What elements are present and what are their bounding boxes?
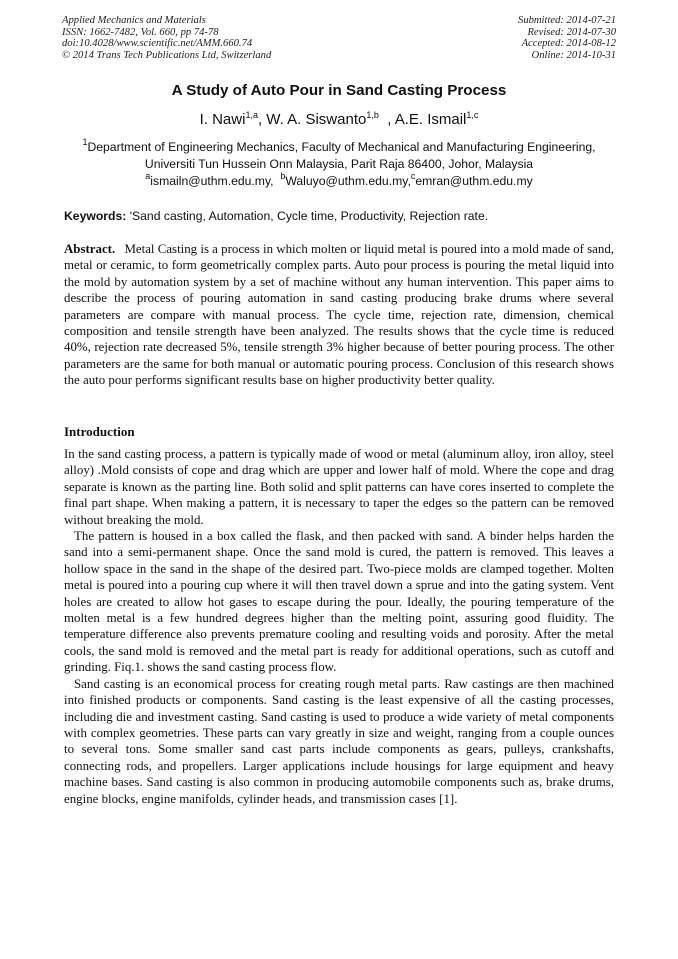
abstract-label: Abstract. (64, 242, 116, 256)
keywords-label: Keywords: (64, 209, 127, 223)
journal-copyright: © 2014 Trans Tech Publications Ltd, Switzerland (62, 49, 272, 61)
section-heading-introduction: Introduction (64, 424, 135, 439)
date-accepted: Accepted: 2014-08-12 (521, 38, 616, 50)
author-separator: , (257, 111, 267, 128)
date-revised: Revised: 2014-07-30 (527, 26, 616, 38)
author-separator: , (378, 111, 395, 128)
journal-name: Applied Mechanics and Materials (62, 15, 206, 26)
author-affil-sup: 1,c (466, 110, 479, 120)
paragraph: The pattern is housed in a box called the flask, and then packed with sand. A binder helps harden the sand into a semi-permanent shape. Once the sand mold is cured, the pattern is removed. This leaves a hollow space in the sand in the shape of the desired part. Two-piece molds are clamped together. Molten metal is poured into a pouring cup where it will then travel down a sprue and into the gating system. Vent holes are created to allow hot gases to escape during the pour. Ideally, the pouring temperature of the molten metal is a few hundred degrees higher than the melting point, assuring good fluidity. The temperature difference also prevents premature cooling and resulting voids and porosity. After the metal cools, the sand mold is removed and the metal part is ready for additional operations, such as cutoff and grinding. Fiq.1. shows the sand casting process flow. (64, 529, 614, 675)
email-link[interactable]: Waluyo@uthm.edu.my (285, 174, 408, 188)
paragraph: Sand casting is an economical process for creating rough metal parts. Raw castings are then machined into finished products or components. Sand casting is the least expensive of all the casting processes, including die and investment casting. Sand casting is used to produce a wide variety of metal components with complex geometries. These parts can vary greatly in size and weight, ranging from a couple ounces to several tons. Some smaller sand cast parts include components as gears, pulleys, crankshafts, connecting rods, and propellers. Larger applications include housings for large equipment and heavy machine bases. Sand casting is also common in producing automobile components such as, brake drums, engine blocks, engine manifolds, cylinder heads, and transmission cases [1]. (64, 676, 614, 806)
author-name: I. Nawi (199, 111, 246, 128)
abstract (64, 241, 614, 389)
submission-dates (518, 15, 616, 61)
date-submitted: Submitted: 2014-07-21 (518, 15, 616, 26)
email-sup: b (280, 171, 286, 181)
author-emails (0, 171, 678, 188)
journal-issn: ISSN: 1662-7482, Vol. 660, pp 74-78 (62, 26, 219, 38)
author-affil-sup: 1,b (366, 110, 379, 120)
email-separator: , (407, 174, 411, 188)
introduction-body (64, 446, 614, 807)
keywords (64, 209, 488, 223)
author-affil-sup: 1,a (245, 110, 258, 120)
email-sup: c (410, 171, 416, 181)
email-link[interactable]: emran@uthm.edu.my (415, 174, 533, 188)
author-list (0, 111, 678, 128)
journal-doi: doi:10.4028/www.scientific.net/AMM.660.74 (62, 38, 253, 50)
paper-title: A Study of Auto Pour in Sand Casting Process (171, 82, 507, 99)
email-sup: a (145, 171, 151, 181)
journal-header (62, 15, 271, 61)
email-separator: , (270, 174, 281, 188)
date-online: Online: 2014-10-31 (531, 49, 616, 61)
affiliation-line-1: Department of Engineering Mechanics, Faculty of Mechanical and Manufacturing Engineering, (87, 140, 596, 154)
email-link[interactable]: ismailn@uthm.edu.my (150, 174, 271, 188)
keywords-text: 'Sand casting, Automation, Cycle time, Productivity, Rejection rate. (126, 209, 489, 223)
affiliation (0, 139, 678, 172)
paragraph: In the sand casting process, a pattern is typically made of wood or metal (aluminum alloy, iron alloy, steel alloy) .Mold consists of cope and drag which are upper and lower half of mold. Where the cope and drag separate is known as the parting line. Both solid and split patterns can have cores inserted to complete the final part shape. When making a pattern, it is necessary to taper the edges so the pattern can be removed without breaking the mold. (64, 447, 614, 527)
affiliation-sup: 1 (82, 137, 88, 147)
abstract-text: Metal Casting is a process in which molten or liquid metal is poured into a mold made of sand, metal or ceramic, to form geometrically complex parts. Auto pour process is pouring the metal liquid into the mold by automation system by a set of machine without any human intervention. This paper aims to describe the process of pouring automation in sand casting producing brake drums where several parameters are compare with manual process. The cycle time, rejection rate, dimension, chemical composition and tensile strength have been analyzed. The results shows that the cycle time is reduced 40%, rejection rate decreased 5%, tensile strength 3% higher because of better pouring process. The other parameters are the same for both manual or automatic pouring process. Conclusion of this research shows the auto pour performs significant results base on higher productivity better quality. (64, 242, 614, 388)
author-name: A.E. Ismail (394, 111, 467, 128)
affiliation-line-2: Universiti Tun Hussein Onn Malaysia, Parit Raja 86400, Johor, Malaysia (144, 156, 534, 171)
author-name: W. A. Siswanto (266, 111, 367, 128)
